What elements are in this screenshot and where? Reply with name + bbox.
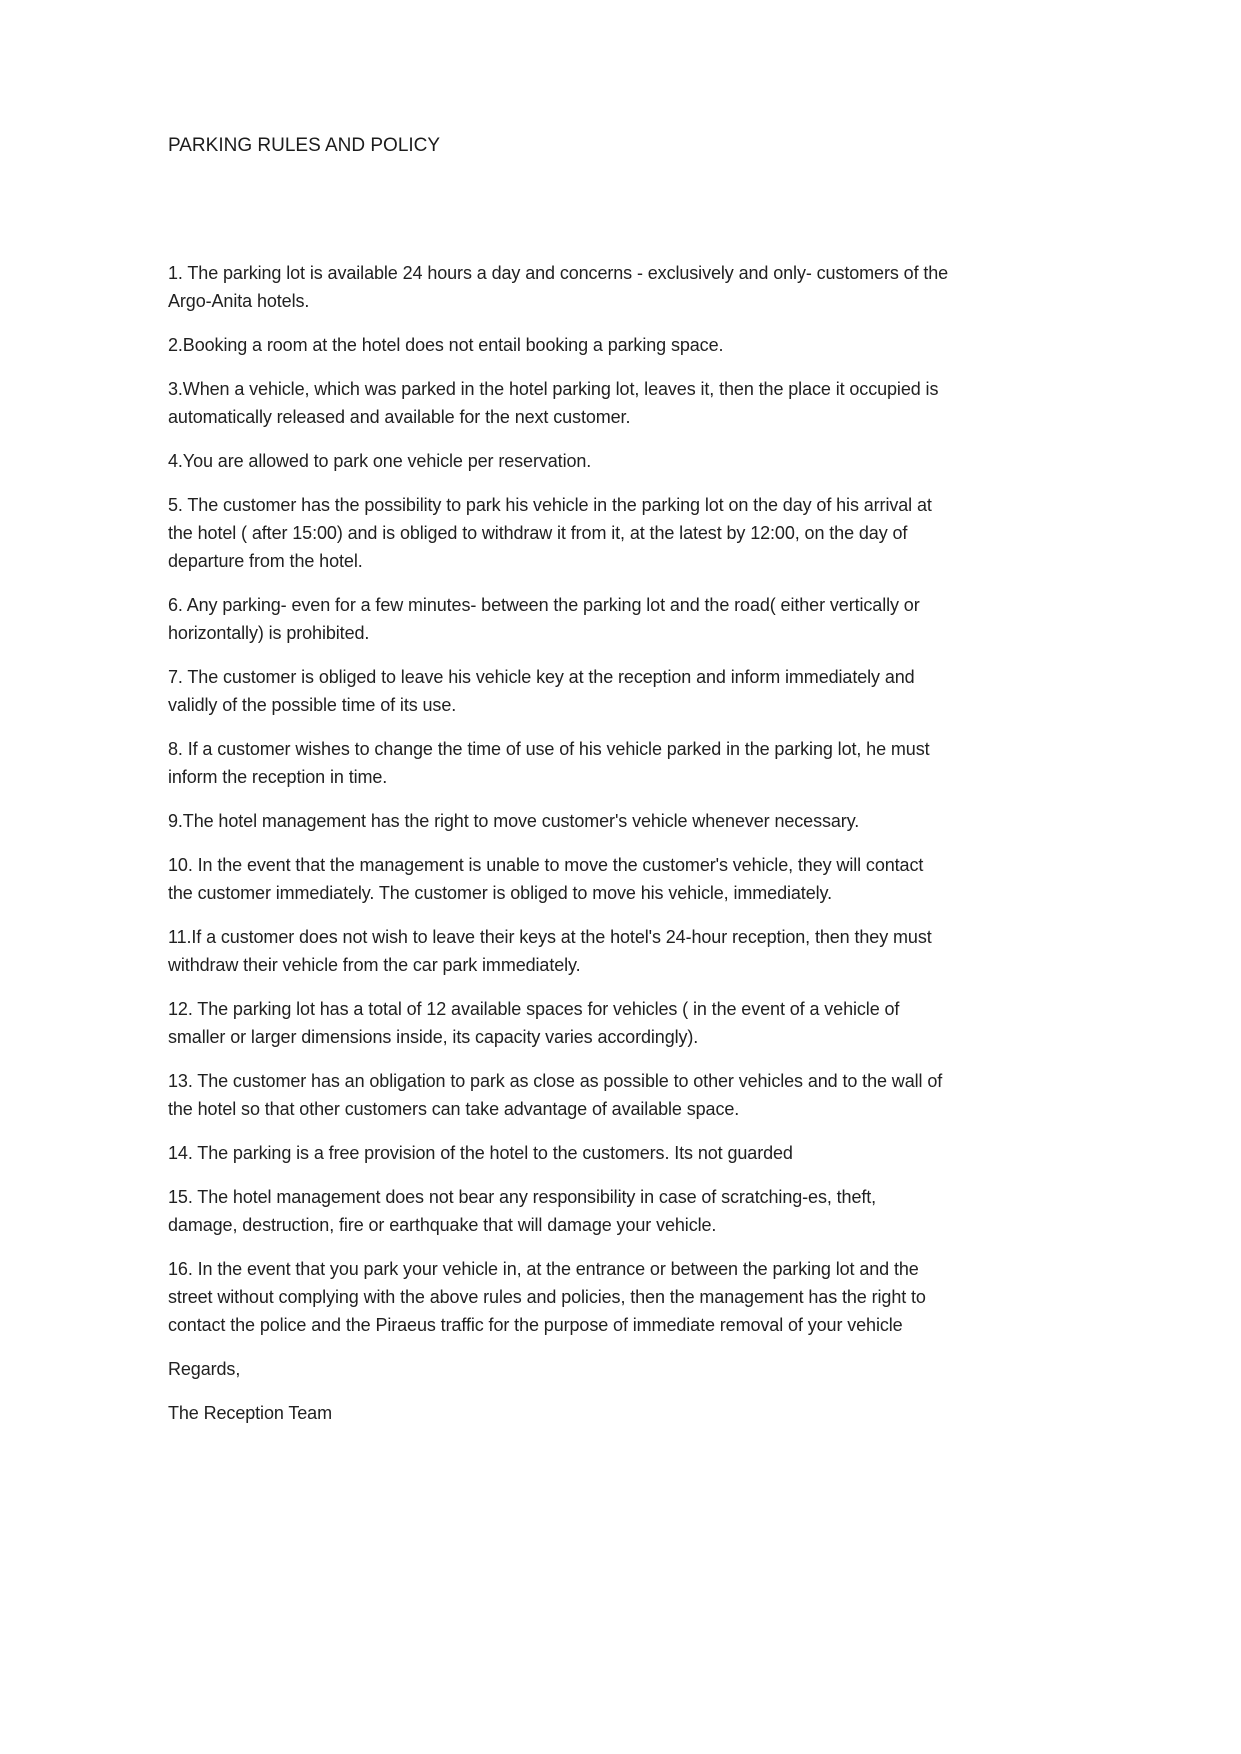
rule-paragraph: 12. The parking lot has a total of 12 available spaces for vehicles ( in the event of a vehicle of smaller or larger dimensions inside, its capacity varies accordingly). (168, 999, 900, 1047)
rule-paragraph: 11.If a customer does not wish to leave their keys at the hotel's 24-hour reception, then they must withdraw their vehicle from the car park immediately. (168, 927, 932, 975)
rule-paragraph: 4.You are allowed to park one vehicle per reservation. (168, 451, 592, 471)
rule-paragraph: 16. In the event that you park your vehicle in, at the entrance or between the parking lot and the street without complying with the above rules and policies, then the management has the right to contact the police and the Piraeus traffic for the purpose of immediate removal of your vehicle (168, 1259, 926, 1335)
rule-paragraph: 9.The hotel management has the right to move customer's vehicle whenever necessary. (168, 811, 860, 831)
rule-paragraph: 7. The customer is obliged to leave his vehicle key at the reception and inform immediately and validly of the possible time of its use. (168, 667, 915, 715)
rule-paragraph: 2.Booking a room at the hotel does not entail booking a parking space. (168, 335, 724, 355)
rules-list (168, 259, 950, 1339)
rule-paragraph: 10. In the event that the management is unable to move the customer's vehicle, they will contact the customer immediately. The customer is obliged to move his vehicle, immediately. (168, 855, 924, 903)
rule-paragraph: 1. The parking lot is available 24 hours a day and concerns - exclusively and only- customers of the Argo-Anita hotels. (168, 263, 949, 311)
rule-paragraph: 13. The customer has an obligation to park as close as possible to other vehicles and to the wall of the hotel so that other customers can take advantage of available space. (168, 1071, 943, 1119)
signature-text: The Reception Team (168, 1403, 332, 1423)
document-content (168, 135, 950, 1443)
page-title: PARKING RULES AND POLICY (168, 135, 441, 156)
rule-paragraph: 5. The customer has the possibility to park his vehicle in the parking lot on the day of his arrival at the hotel ( after 15:00) and is obliged to withdraw it from it, at the latest by 12:00, on the day of departure from the hotel. (168, 495, 932, 571)
rule-paragraph: 15. The hotel management does not bear any responsibility in case of scratching-es, theft, damage, destruction, fire or earthquake that will damage your vehicle. (168, 1187, 877, 1235)
rule-paragraph: 8. If a customer wishes to change the time of use of his vehicle parked in the parking lot, he must inform the reception in time. (168, 739, 930, 787)
rule-paragraph: 3.When a vehicle, which was parked in the hotel parking lot, leaves it, then the place it occupied is automatically released and available for the next customer. (168, 379, 939, 427)
closing-text: Regards, (168, 1359, 241, 1379)
rule-paragraph: 6. Any parking- even for a few minutes- between the parking lot and the road( either vertically or horizontally) is prohibited. (168, 595, 920, 643)
rule-paragraph: 14. The parking is a free provision of the hotel to the customers. Its not guarded (168, 1143, 793, 1163)
